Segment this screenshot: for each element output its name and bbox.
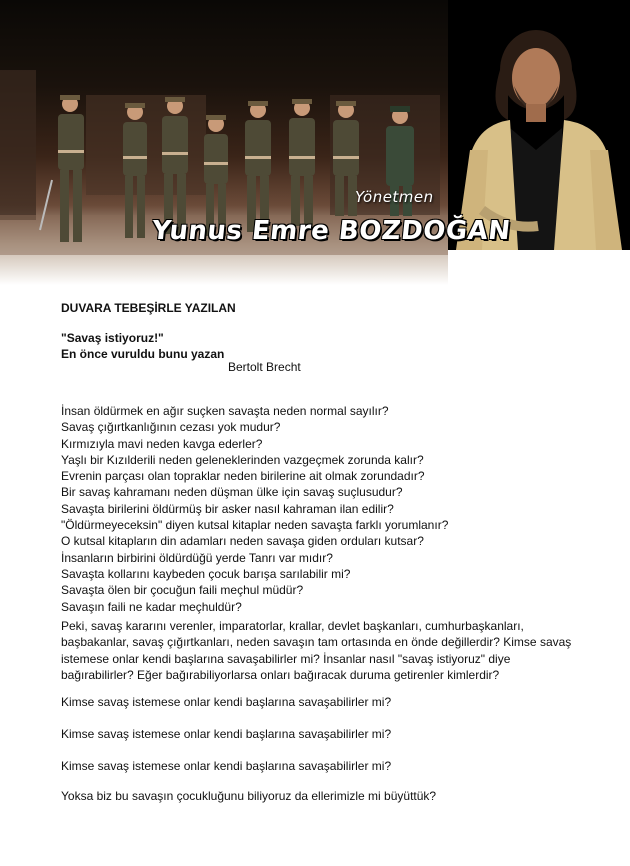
question-line: İnsanların birbirini öldürdüğü yerde Tanrı var mıdır? — [61, 550, 333, 565]
question-line: İnsan öldürmek en ağır suçken savaşta neden normal sayılır? — [61, 404, 389, 418]
question-line: O kutsal kitapların din adamları neden savaşa giden orduları kutsar? — [61, 534, 424, 549]
director-role-label: Yönetmen — [355, 188, 434, 206]
question-line: Savaşta ölen bir çocuğun faili meçhul müdür? — [61, 583, 304, 598]
question-line: Yaşlı bir Kızılderili neden geleneklerinden vazgeçmek zorunda kalır? — [61, 452, 424, 467]
article-title: DUVARA TEBEŞİRLE YAZILAN — [61, 301, 236, 315]
director-name: Yunus Emre BOZDOĞAN — [150, 216, 513, 246]
repeated-question: Kimse savaş istemese onlar kendi başlarına savaşabilirler mi? — [61, 759, 392, 773]
director-portrait-illustration — [448, 0, 630, 250]
epigraph-author: Bertolt Brecht — [228, 360, 301, 374]
epigraph-line: En önce vuruldu bunu yazan — [61, 347, 225, 362]
question-list — [61, 403, 448, 615]
question-line: Savaş çığırtkanlığının cezası yok mudur? — [61, 420, 281, 435]
question-line: Savaşta kollarını kaybeden çocuk barışa sarılabilir mi? — [61, 566, 351, 581]
question-line: Savaşın faili ne kadar meçhuldür? — [61, 599, 242, 614]
question-line: Evrenin parçası olan topraklar neden birilerine ait olmak zorundadır? — [61, 469, 425, 484]
question-line: Bir savaş kahramanı neden düşman ülke için savaş suçlusudur? — [61, 485, 403, 500]
question-line: Kırmızıyla mavi neden kavga ederler? — [61, 436, 263, 451]
epigraph-line: "Savaş istiyoruz!" — [61, 331, 164, 345]
closing-question: Yoksa biz bu savaşın çocukluğunu biliyoruz da ellerimizle mi büyüttük? — [61, 789, 437, 803]
header-banner — [0, 0, 630, 290]
director-portrait — [448, 0, 630, 250]
question-line: "Öldürmeyeceksin" diyen kutsal kitaplar neden savaşta farklı yorumlanır? — [61, 518, 449, 533]
question-line: Savaşta birilerini öldürmüş bir asker nasıl kahraman ilan edilir? — [61, 501, 394, 516]
repeated-question: Kimse savaş istemese onlar kendi başlarına savaşabilirler mi? — [61, 695, 392, 709]
repeated-question: Kimse savaş istemese onlar kendi başlarına savaşabilirler mi? — [61, 727, 392, 741]
body-paragraph: Peki, savaş kararını verenler, imparatorlar, krallar, devlet başkanları, cumhurbaşkanları, başbakanlar, savaş çığırtkanları, neden savaşın tam ortasında en önde değillerdir? Kimse savaş istemese onlar kendi başlarına savaşabilirler mi? İnsanlar nasıl "savaş istiyoruz" diye bağırabilirler? Eğer bağırabiliyorlarsa onları bağıracak duruma getirenler kimlerdir? — [61, 619, 572, 682]
epigraph — [61, 330, 224, 363]
